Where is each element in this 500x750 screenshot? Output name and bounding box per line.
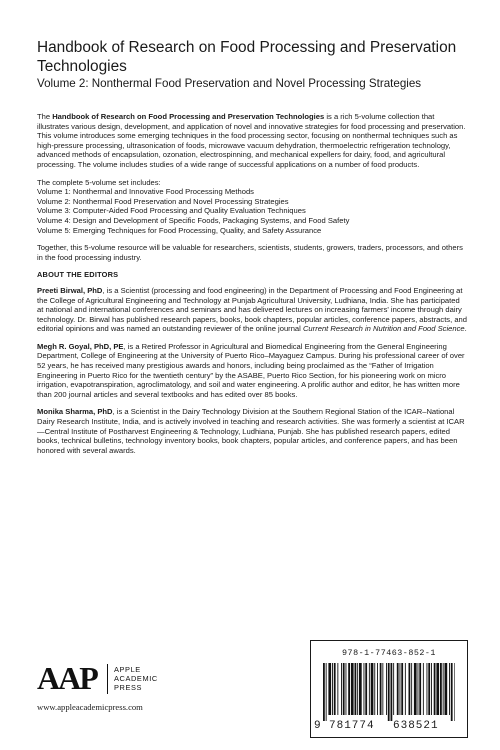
editor-name: Megh R. Goyal, PhD, PE: [37, 341, 124, 351]
volume-item: Volume 1: Nonthermal and Innovative Food Processing Methods: [37, 187, 254, 197]
barcode-bar: [382, 663, 383, 715]
barcode-bar: [393, 663, 394, 715]
barcode-bar: [343, 663, 345, 715]
barcode-image: [323, 663, 455, 721]
barcode-bar: [380, 663, 382, 715]
isbn-barcode-box: [310, 640, 468, 738]
volume-item: Volume 4: Design and Development of Specific Foods, Packaging Systems, and Food Safety: [37, 215, 350, 225]
barcode-bar: [357, 663, 358, 715]
back-cover-body: [37, 112, 467, 463]
editor-text: , is a Scientist (processing and food engineering) in the Department of Processing and Food Engineering at the College of Agricultural Engineering and Technology at Punjab Agricultural University, Ludhiana, India. She has participated at national and international conferences and seminars and has delivered lectures on increasing farmers' income through dairy technology. Dr. Birwal has published research papers, books, book chapters, popular articles, conference papers, abstracts, and editorial opinions and was named an outstanding reviewer of the online journal: [37, 285, 467, 334]
barcode-bar: [418, 663, 419, 715]
barcode-bar: [334, 663, 336, 715]
logo-divider: [107, 664, 108, 694]
barcode-bar: [371, 663, 374, 715]
barcode-bar: [397, 663, 399, 715]
barcode-bar: [391, 663, 393, 721]
barcode-bar: [388, 663, 390, 721]
barcode-bar: [411, 663, 412, 715]
together-paragraph: Together, this 5-volume resource will be valuable for researchers, scientists, students, growers, traders, processors, and others in the food processing industry.: [37, 243, 463, 262]
publisher-url: www.appleacademicpress.com: [37, 702, 143, 712]
barcode-bar: [351, 663, 354, 715]
barcode-bar: [348, 663, 350, 715]
barcode-bar: [364, 663, 365, 715]
volume-set-intro: The complete 5-volume set includes:: [37, 177, 161, 187]
description-text: is a rich 5-volume collection that illustrates various design, development, and application of novel and innovative strategies for food processing and preservation. This volume introduces some emerging techniques in the food processing sector, focusing on nonthermal techniques such as high-pressure processing, ultrasonication of foods, microwave vacuum dehydration, thermoelectric refrigeration technology, advanced methods of encapsulation, ozonation, electrospinning, and mechanical expellers for dairy, food, and agricultural processing. The volume includes studies of a wide range of successful applications on a number of food products.: [37, 112, 466, 169]
barcode-bar: [326, 663, 327, 721]
volume-item: Volume 3: Computer-Aided Food Processing and Quality Evaluation Techniques: [37, 206, 306, 216]
editor-name: Preeti Birwal, PhD: [37, 285, 103, 295]
publisher-word: APPLE: [114, 665, 141, 674]
barcode-bar: [323, 663, 325, 721]
publisher-word: PRESS: [114, 683, 143, 693]
description-bold-title: Handbook of Research on Food Processing and Preservation Technologies: [52, 112, 325, 121]
barcode-bar: [359, 663, 362, 715]
barcode-bar: [355, 663, 357, 715]
barcode-bar: [451, 663, 453, 721]
editor-journal: Current Research in Nutrition and Food Science: [302, 324, 465, 334]
barcode-bar: [449, 663, 450, 715]
editor-name: Monika Sharma, PhD: [37, 407, 113, 417]
editor-bio: [37, 407, 467, 455]
barcode-bar: [454, 663, 455, 721]
barcode-bar: [346, 663, 347, 715]
barcode-bar: [409, 663, 411, 715]
barcode-bar: [431, 663, 432, 715]
barcode-bar: [428, 663, 430, 715]
barcode-bar: [332, 663, 333, 715]
barcode-bar: [427, 663, 428, 715]
volume-item: Volume 2: Nonthermal Food Preservation and Novel Processing Strategies: [37, 196, 289, 206]
book-subtitle: Volume 2: Nonthermal Food Preservation and Novel Processing Strategies: [37, 77, 422, 90]
publisher-logo: [37, 662, 217, 706]
barcode-bar: [414, 663, 417, 715]
volume-item: Volume 5: Emerging Techniques for Food Processing, Quality, and Safety Assurance: [37, 225, 322, 235]
isbn-text: 978-1-77463-852-1: [342, 648, 436, 658]
barcode-bar: [328, 663, 331, 715]
barcode-bar: [434, 663, 436, 715]
volume-set-list: [37, 178, 467, 236]
book-title: Handbook of Research on Food Processing and Preservation Technologies: [37, 39, 457, 75]
barcode-bar: [369, 663, 370, 715]
barcode-bar: [337, 663, 338, 715]
publisher-name: [114, 665, 158, 693]
barcode-bar: [443, 663, 444, 715]
editor-bio: [37, 342, 467, 400]
aap-logo-mark: AAP: [37, 660, 97, 696]
barcode-bar: [401, 663, 403, 715]
publisher-word: ACADEMIC: [114, 674, 158, 684]
barcode-bar: [419, 663, 421, 715]
editor-text: , is a Scientist in the Dairy Technology Division at the Southern Regional Station of the ICAR–National Dairy Research Institute, India, and is actively involved in teaching and research activities. She was formerly a scientist at ICAR—Central Institute of Postharvest Engineering & Technology, Ludhiana, Punjab. She has published research papers, edited books, technical bulletins, technology inventory books, book chapters, popular articles, and conference papers, and has been honored with several awards.: [37, 407, 465, 455]
barcode-bar: [436, 663, 439, 715]
barcode-bar: [423, 663, 424, 715]
barcode-bar: [440, 663, 442, 715]
barcode-bar: [400, 663, 401, 715]
editor-bio: [37, 286, 467, 334]
editor-text: , is a Retired Professor in Agricultural and Biomedical Engineering from the General Engineering Department, College of Engineering at the University of Puerto Rico–Mayaguez Campus. During his professional career of over 52 years, he has received many prestigious awards and honors, including being proclaimed as the “Father of Irrigation Engineering in Puerto Rico for the twentieth century” by the ASABE, Puerto Rico Section, for his pioneering work on micro irrigation, evapotranspiration, agroclimatology, and soil and water engineering. A prolific author and editor, he has written more than 200 journal articles and several textbooks and has edited over 85 books.: [37, 341, 465, 399]
barcode-bar: [386, 663, 387, 715]
barcode-bar: [445, 663, 448, 715]
editors-heading: ABOUT THE EDITORS: [37, 270, 119, 280]
barcode-bar: [405, 663, 406, 715]
barcode-bar: [365, 663, 367, 715]
description-paragraph: [37, 112, 467, 170]
barcode-bar: [377, 663, 378, 715]
editor-text-end: .: [464, 324, 467, 334]
barcode-digit-group-2: 638521: [393, 720, 439, 732]
barcode-first-digit: 9: [314, 720, 322, 732]
description-prefix: The: [37, 112, 53, 121]
barcode-digit-group-1: 781774: [329, 720, 375, 732]
barcode-bar: [374, 663, 375, 715]
barcode-bar: [341, 663, 342, 715]
